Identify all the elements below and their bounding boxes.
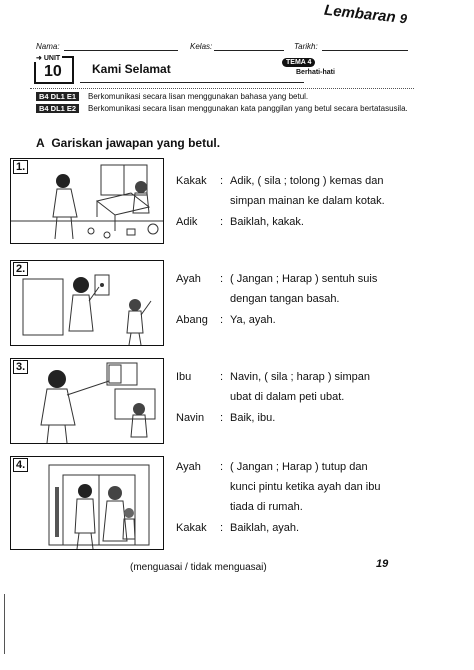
lembaran-number: 9: [398, 10, 408, 27]
line-text: Adik, ( sila ; tolong ) kemas dan: [230, 175, 384, 187]
mastery-note: (menguasai / tidak menguasai): [130, 562, 267, 573]
light-switch-illustration: [11, 261, 164, 346]
dialogue-1: [176, 174, 416, 230]
panel-number-1: 1.: [13, 160, 28, 174]
dialogue-4: [176, 460, 416, 536]
line-text: Baiklah, ayah.: [230, 522, 300, 534]
unit-title: Kami Selamat: [92, 62, 171, 76]
line-text: simpan mainan ke dalam kotak.: [230, 195, 385, 207]
speaker: Abang: [176, 314, 208, 326]
skill-code-1: B4 DL1 E1: [36, 92, 79, 101]
line-text: kunci pintu ketika ayah dan ibu: [230, 481, 381, 493]
tema-name: Berhati-hati: [296, 69, 335, 76]
dialogue-line: [176, 194, 416, 209]
lembaran-label: Lembaran: [323, 1, 397, 27]
dialogue-line: Kakak : Baiklah, ayah.: [176, 522, 300, 534]
dialogue-line: [176, 500, 416, 515]
dialogue-line: Abang : Ya, ayah.: [176, 314, 276, 326]
kelas-line[interactable]: [214, 50, 284, 51]
speaker: Kakak: [176, 522, 207, 534]
line-text: tiada di rumah.: [230, 501, 303, 513]
dialogue-line: Ayah : ( Jangan ; Harap ) sentuh suis: [176, 273, 378, 285]
picture-panel-3: [10, 358, 164, 444]
locking-door-illustration: [11, 457, 164, 550]
title-underline: [80, 82, 304, 83]
nama-line[interactable]: [64, 50, 178, 51]
picture-panel-1: [10, 158, 164, 244]
section-instruction: Gariskan jawapan yang betul.: [51, 136, 221, 150]
speaker: Ayah: [176, 461, 201, 473]
unit-number: 10: [44, 63, 62, 80]
dialogue-line: [176, 292, 416, 307]
nama-label: Nama:: [36, 42, 60, 51]
line-text: dengan tangan basah.: [230, 293, 340, 305]
dialogue-2: [176, 272, 416, 328]
speaker: Ayah: [176, 273, 201, 285]
tarikh-line[interactable]: [322, 50, 408, 51]
tema-badge: TEMA 4: [282, 58, 315, 67]
picture-panel-2: [10, 260, 164, 346]
dialogue-line: Navin : Baik, ibu.: [176, 412, 276, 424]
section-title: [36, 136, 220, 150]
tidying-toys-illustration: [11, 159, 164, 244]
speaker: Ibu: [176, 371, 192, 383]
unit-label: ➜ UNIT: [36, 55, 61, 62]
dialogue-line: Ayah : ( Jangan ; Harap ) tutup dan: [176, 461, 368, 473]
picture-panel-4: [10, 456, 164, 550]
kelas-label: Kelas:: [190, 42, 213, 51]
dialogue-line: Adik : Baiklah, kakak.: [176, 216, 304, 228]
line-text: ubat di dalam peti ubat.: [230, 391, 345, 403]
panel-number-3: 3.: [13, 360, 28, 374]
line-text: Baiklah, kakak.: [230, 216, 304, 228]
skill-code-2: B4 DL1 E2: [36, 104, 79, 113]
line-text: ( Jangan ; Harap ) sentuh suis: [230, 273, 378, 285]
dialogue-3: [176, 370, 416, 426]
arrow-icon: ➜: [36, 55, 42, 62]
dialogue-line: Kakak : Adik, ( sila ; tolong ) kemas dan: [176, 175, 384, 187]
dialogue-line: Ibu : Navin, ( sila ; harap ) simpan: [176, 371, 370, 383]
line-text: Baik, ibu.: [230, 412, 276, 424]
speaker: Navin: [176, 412, 205, 424]
skill-text-2: Berkomunikasi secara lisan menggunakan kata panggilan yang betul secara bertatasusila.: [88, 104, 408, 113]
tarikh-label: Tarikh:: [294, 42, 318, 51]
page-number: 19: [376, 558, 389, 570]
panel-number-2: 2.: [13, 262, 28, 276]
speaker: Kakak: [176, 175, 207, 187]
medicine-cabinet-illustration: [11, 359, 164, 444]
scan-edge-line: [4, 594, 5, 654]
dialogue-line: [176, 480, 416, 495]
line-text: Ya, ayah.: [230, 314, 276, 326]
line-text: ( Jangan ; Harap ) tutup dan: [230, 461, 368, 473]
speaker: Adik: [176, 216, 198, 228]
skill-text-1: Berkomunikasi secara lisan menggunakan bahasa yang betul.: [88, 92, 309, 101]
panel-number-4: 4.: [13, 458, 28, 472]
lembaran-title: [323, 2, 407, 28]
section-letter: A: [36, 136, 45, 150]
line-text: Navin, ( sila ; harap ) simpan: [230, 371, 370, 383]
dialogue-line: [176, 390, 416, 405]
header-divider: [30, 88, 414, 89]
